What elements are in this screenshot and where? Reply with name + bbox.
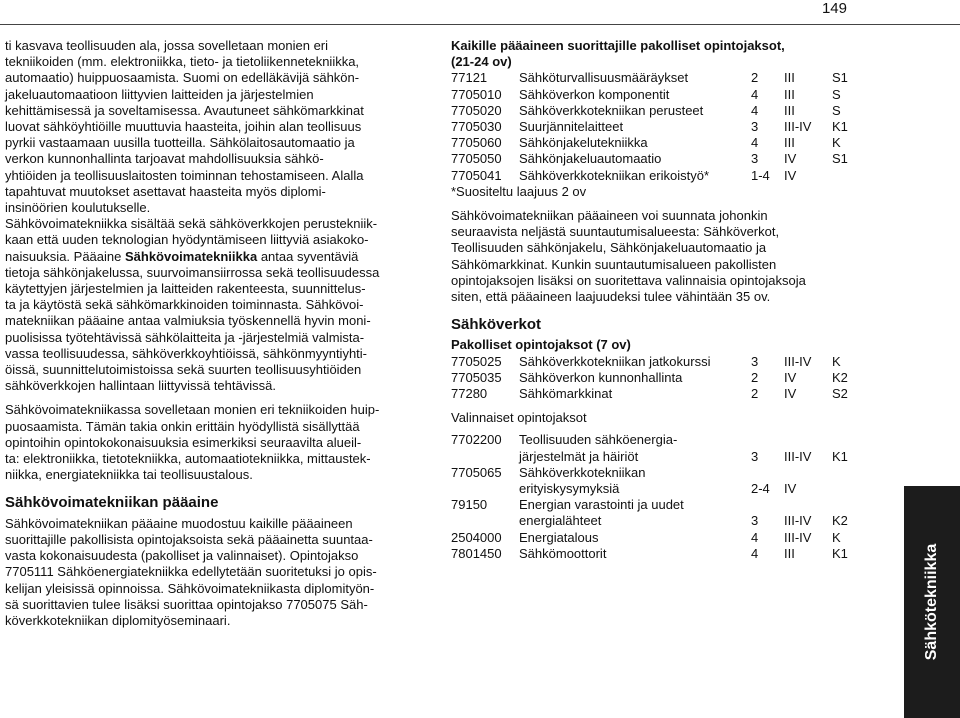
course-code: 7705065 [451, 464, 502, 480]
optional-heading: Valinnaiset opintojaksot [451, 410, 587, 426]
course-tag: K [832, 135, 841, 151]
course-ov: 3 [751, 448, 759, 464]
course-row [451, 513, 848, 529]
text-line: tekniikoiden (mm. elektroniikka, tieto- ja tietoliikennetekniikka, [5, 54, 360, 70]
course-tag: S1 [832, 70, 848, 86]
course-row [451, 151, 848, 167]
sv-mandatory-table [451, 354, 848, 403]
course-ov: 2 [751, 70, 759, 86]
course-code: 7801450 [451, 545, 502, 561]
course-tag: S [832, 86, 841, 102]
course-period: III-IV [784, 353, 812, 369]
course-code: 2504000 [451, 529, 502, 545]
right-column [451, 38, 851, 562]
text-line: luovat sähköyhtiöille muuttuvia haasteita, joihin alan teollisuus [5, 119, 362, 135]
course-tag: K [832, 353, 841, 369]
course-row [451, 465, 848, 481]
course-ov: 3 [751, 513, 759, 529]
course-code: 7705020 [451, 102, 502, 118]
course-tag: K1 [832, 448, 848, 464]
course-row [451, 432, 848, 448]
course-code: 7705010 [451, 86, 502, 102]
text-line: Kaikille pääaineen suorittajille pakolliset opintojaksot, [451, 38, 785, 53]
course-tag: S1 [832, 151, 848, 167]
course-code: 77121 [451, 70, 488, 86]
course-period [784, 465, 832, 481]
course-code [451, 513, 519, 529]
mandatory-subheading: Pakolliset opintojaksot (7 ov) [451, 337, 631, 353]
course-code [451, 481, 519, 497]
course-row [451, 354, 848, 370]
text-line: vassa teollisuudessa, sähköverkkoyhtiöissä, sähkönmyyntiyhti- [5, 345, 368, 361]
course-period: III-IV [784, 119, 812, 135]
page-number: 149 [821, 0, 847, 17]
text-line: Sähkömarkkinat. Kunkin suuntautumisalueen pakollisten [451, 256, 777, 272]
footnote: *Suositeltu laajuus 2 ov [451, 183, 587, 199]
course-row [451, 87, 848, 103]
text-line: Sähkövoimatekniikassa sovelletaan monien eri tekniikoiden huip- [5, 402, 380, 418]
course-row [451, 497, 848, 513]
course-ov: 3 [751, 353, 759, 369]
text-line: kehittämisessä ja soveltamisessa. Avautuneet sähkömarkkinat [5, 102, 364, 118]
power-engineering-paragraph-cont [5, 265, 400, 395]
course-period: III-IV [784, 448, 812, 464]
text-line: 7705111 Sähköenergiatekniikka edellytetään suoritetuksi jo opis- [5, 564, 377, 580]
course-ov: 4 [751, 86, 759, 102]
course-period [784, 432, 832, 448]
course-period: III [784, 102, 795, 118]
course-period: IV [784, 151, 797, 167]
course-period: III [784, 135, 795, 151]
course-name: järjestelmät ja häiriöt [519, 448, 639, 464]
text-line: insinöörien koulutukselle. [5, 200, 151, 216]
course-code: 7705025 [451, 353, 502, 369]
mandatory-courses-heading [451, 38, 851, 70]
course-tag: K1 [832, 119, 848, 135]
major-heading: Sähkövoimatekniikan pääaine [5, 494, 219, 512]
text-line: tapahtuvat muutokset asettavat haasteita myös diplomi- [5, 183, 326, 199]
text-line: pyrkii vastaamaan uusilla tuotteilla. Sähkölaitosautomaatio ja [5, 135, 355, 151]
course-name: Sähköturvallisuusmääräykset [519, 70, 689, 86]
text-line: niikka, energiatekniikka tai teollisuustalous. [5, 467, 253, 483]
course-tag: K2 [832, 369, 848, 385]
course-code: 7705050 [451, 151, 502, 167]
course-row [451, 168, 848, 184]
course-row [451, 70, 848, 86]
course-name: Sähkömoottorit [519, 545, 607, 561]
course-tag [832, 497, 848, 513]
course-tag [832, 168, 848, 184]
text-line: (21-24 ov) [451, 54, 512, 70]
course-name: Sähkönjakeluautomaatio [519, 151, 662, 167]
text-line: kaan että uuden teknologian hyödyntämiseen liittyviä asiakoko- [5, 232, 369, 248]
course-tag: K2 [832, 513, 848, 529]
text-line: jakeluautomaatioon liittyvien laitteiden ja järjestelmien [5, 86, 314, 102]
side-tab [904, 486, 960, 718]
text-line: sä suorittavien tulee lisäksi suorittaa opintojakso 7705075 Säh- [5, 596, 368, 612]
course-ov [751, 465, 784, 481]
text-line: öissä, suunnittelutoimistoissa sekä suurten teollisuusyhtiöiden [5, 362, 362, 378]
text-line: ti kasvava teollisuuden ala, jossa sovelletaan monien eri [5, 38, 329, 53]
course-name: Energian varastointi ja uudet [519, 497, 684, 513]
course-name: energialähteet [519, 513, 602, 529]
course-code: 7705035 [451, 369, 502, 385]
course-period: IV [784, 386, 797, 402]
course-ov: 1-4 [751, 167, 770, 183]
mandatory-courses-table [451, 70, 848, 183]
text-line: köverkkotekniikan diplomityöseminaari. [5, 612, 231, 628]
course-name: Sähköverkon komponentit [519, 86, 670, 102]
course-ov [751, 432, 784, 448]
text-line: siten, että pääaineen laajuudeksi tulee vähintään 35 ov. [451, 289, 771, 305]
course-tag [832, 481, 848, 497]
course-period: III [784, 545, 795, 561]
course-name: Sähkömarkkinat [519, 386, 613, 402]
course-period: IV [784, 369, 797, 385]
course-code: 7702200 [451, 432, 502, 448]
course-name: Sähköverkkotekniikan [519, 464, 646, 480]
text-line: Teollisuuden sähkönjakelu, Sähkönjakeluautomaatio ja [451, 240, 767, 256]
course-ov: 2 [751, 386, 759, 402]
text-line: opintoihin opintokokonaisuuksia esimerkiksi seuraavilta alueil- [5, 434, 362, 450]
course-code: 7705041 [451, 167, 502, 183]
course-name: Teollisuuden sähköenergia- [519, 432, 678, 448]
course-ov: 4 [751, 102, 759, 118]
applications-paragraph [5, 402, 400, 483]
sv-optional-table [451, 432, 848, 562]
course-name: Sähköverkon kunnonhallinta [519, 369, 683, 385]
side-tab-label: Sähkötekniikka [923, 543, 940, 661]
text-line: Sähkövoimatekniikan pääaineen voi suunnata johonkin [451, 208, 768, 224]
course-tag [832, 465, 848, 481]
text-line: ta ja käytöstä sekä sähkömarkkinoiden toiminnasta. Sähkövoi- [5, 297, 364, 313]
course-row [451, 481, 848, 497]
power-engineering-bold-line: naisuuksia. Pääaine Sähkövoimatekniikka antaa syventäviä [5, 248, 359, 264]
text-line: sähköverkkojen hallintaan liittyvissä tehtävissä. [5, 378, 276, 394]
text-line: vasta kokonaisuudesta (pakolliset ja valinnaiset). Opintojakso [5, 548, 359, 564]
course-ov [751, 497, 784, 513]
course-name: erityiskysymyksiä [519, 481, 620, 497]
intro-paragraph [5, 38, 400, 216]
course-row [451, 449, 848, 465]
course-period: III [784, 86, 795, 102]
course-row [451, 546, 848, 562]
course-row [451, 530, 848, 546]
text-line: käytettyjen järjestelmien ja laitteiden rakenteesta, suunnittelus- [5, 281, 366, 297]
course-name: Suurjännitelaitteet [519, 119, 624, 135]
course-row [451, 370, 848, 386]
course-row [451, 386, 848, 402]
text-line: seuraavista neljästä suuntautumisalueesta: Sähköverkot, [451, 224, 780, 240]
top-rule [0, 24, 960, 25]
course-row [451, 119, 848, 135]
course-tag: K1 [832, 545, 848, 561]
major-name-bold: Sähkövoimatekniikka [124, 248, 258, 264]
left-column [5, 38, 400, 629]
course-ov: 4 [751, 529, 759, 545]
specialization-paragraph [451, 208, 851, 305]
text-line: ta: elektroniikka, tietotekniikka, automaatiotekniikka, mittaustek- [5, 451, 371, 467]
text-line: verkon kunnonhallinta tarjoavat mahdollisuuksia sähkö- [5, 151, 324, 167]
course-code: 77280 [451, 386, 488, 402]
course-tag [832, 432, 848, 448]
course-code [451, 449, 519, 465]
course-period: III [784, 70, 795, 86]
course-code: 7705030 [451, 119, 502, 135]
course-tag: S2 [832, 386, 848, 402]
text-line: matekniikan pääaine antaa valmiuksia työskennellä hyvin moni- [5, 313, 371, 329]
text-line: Sähkövoimatekniikan pääaine muodostuu kaikille pääaineen [5, 515, 353, 531]
text-line: puolisissa työtehtävissä sähkölaitteita ja -järjestelmiä valmista- [5, 329, 365, 345]
text-line: Sähkövoimatekniikka sisältää sekä sähköverkkojen perustekniik- [5, 216, 378, 232]
text-line: puosaamista. Tämän takia onkin erittäin hyödyllistä sisällyttää [5, 418, 360, 434]
course-ov: 2-4 [751, 481, 770, 497]
course-period: III-IV [784, 513, 812, 529]
course-row [451, 135, 848, 151]
course-name: Sähköverkkotekniikan jatkokurssi [519, 353, 711, 369]
text-line: automaatio) huippuosaamista. Suomi on edelläkävijä sähkön- [5, 70, 360, 86]
text-line: yhtiöiden ja teollisuuslaitosten toiminnan tehostamiseen. Alalla [5, 167, 364, 183]
course-period [784, 497, 832, 513]
course-tag: S [832, 102, 841, 118]
course-name: Sähköverkkotekniikan perusteet [519, 102, 704, 118]
course-period: IV [784, 167, 797, 183]
course-name: Sähkönjakelutekniikka [519, 135, 648, 151]
text-line: opintojaksojen lisäksi on suoritettava valinnaisia opintojaksoja [451, 272, 806, 288]
course-name: Sähköverkkotekniikan erikoistyö* [519, 167, 710, 183]
text-line: suorittajille pakollisista opintojaksoista sekä pääainetta suuntaa- [5, 531, 373, 547]
course-ov: 4 [751, 545, 759, 561]
power-engineering-paragraph [5, 216, 400, 248]
section-heading-sahkoverkot: Sähköverkot [451, 316, 542, 334]
course-code: 7705060 [451, 135, 502, 151]
course-period: IV [784, 481, 797, 497]
course-tag: K [832, 529, 841, 545]
course-ov: 2 [751, 369, 759, 385]
text-line: kelijan yleisissä opinnoissa. Sähkövoimatekniikasta diplomityön- [5, 580, 375, 596]
course-ov: 3 [751, 119, 759, 135]
text-line: tietoja sähkönjakelussa, suurvoimansiirrossa sekä teollisuudessa [5, 264, 380, 280]
major-description-paragraph [5, 516, 400, 629]
course-name: Energiatalous [519, 529, 599, 545]
course-ov: 4 [751, 135, 759, 151]
course-ov: 3 [751, 151, 759, 167]
course-period: III-IV [784, 529, 812, 545]
course-row [451, 103, 848, 119]
course-code: 79150 [451, 497, 488, 513]
